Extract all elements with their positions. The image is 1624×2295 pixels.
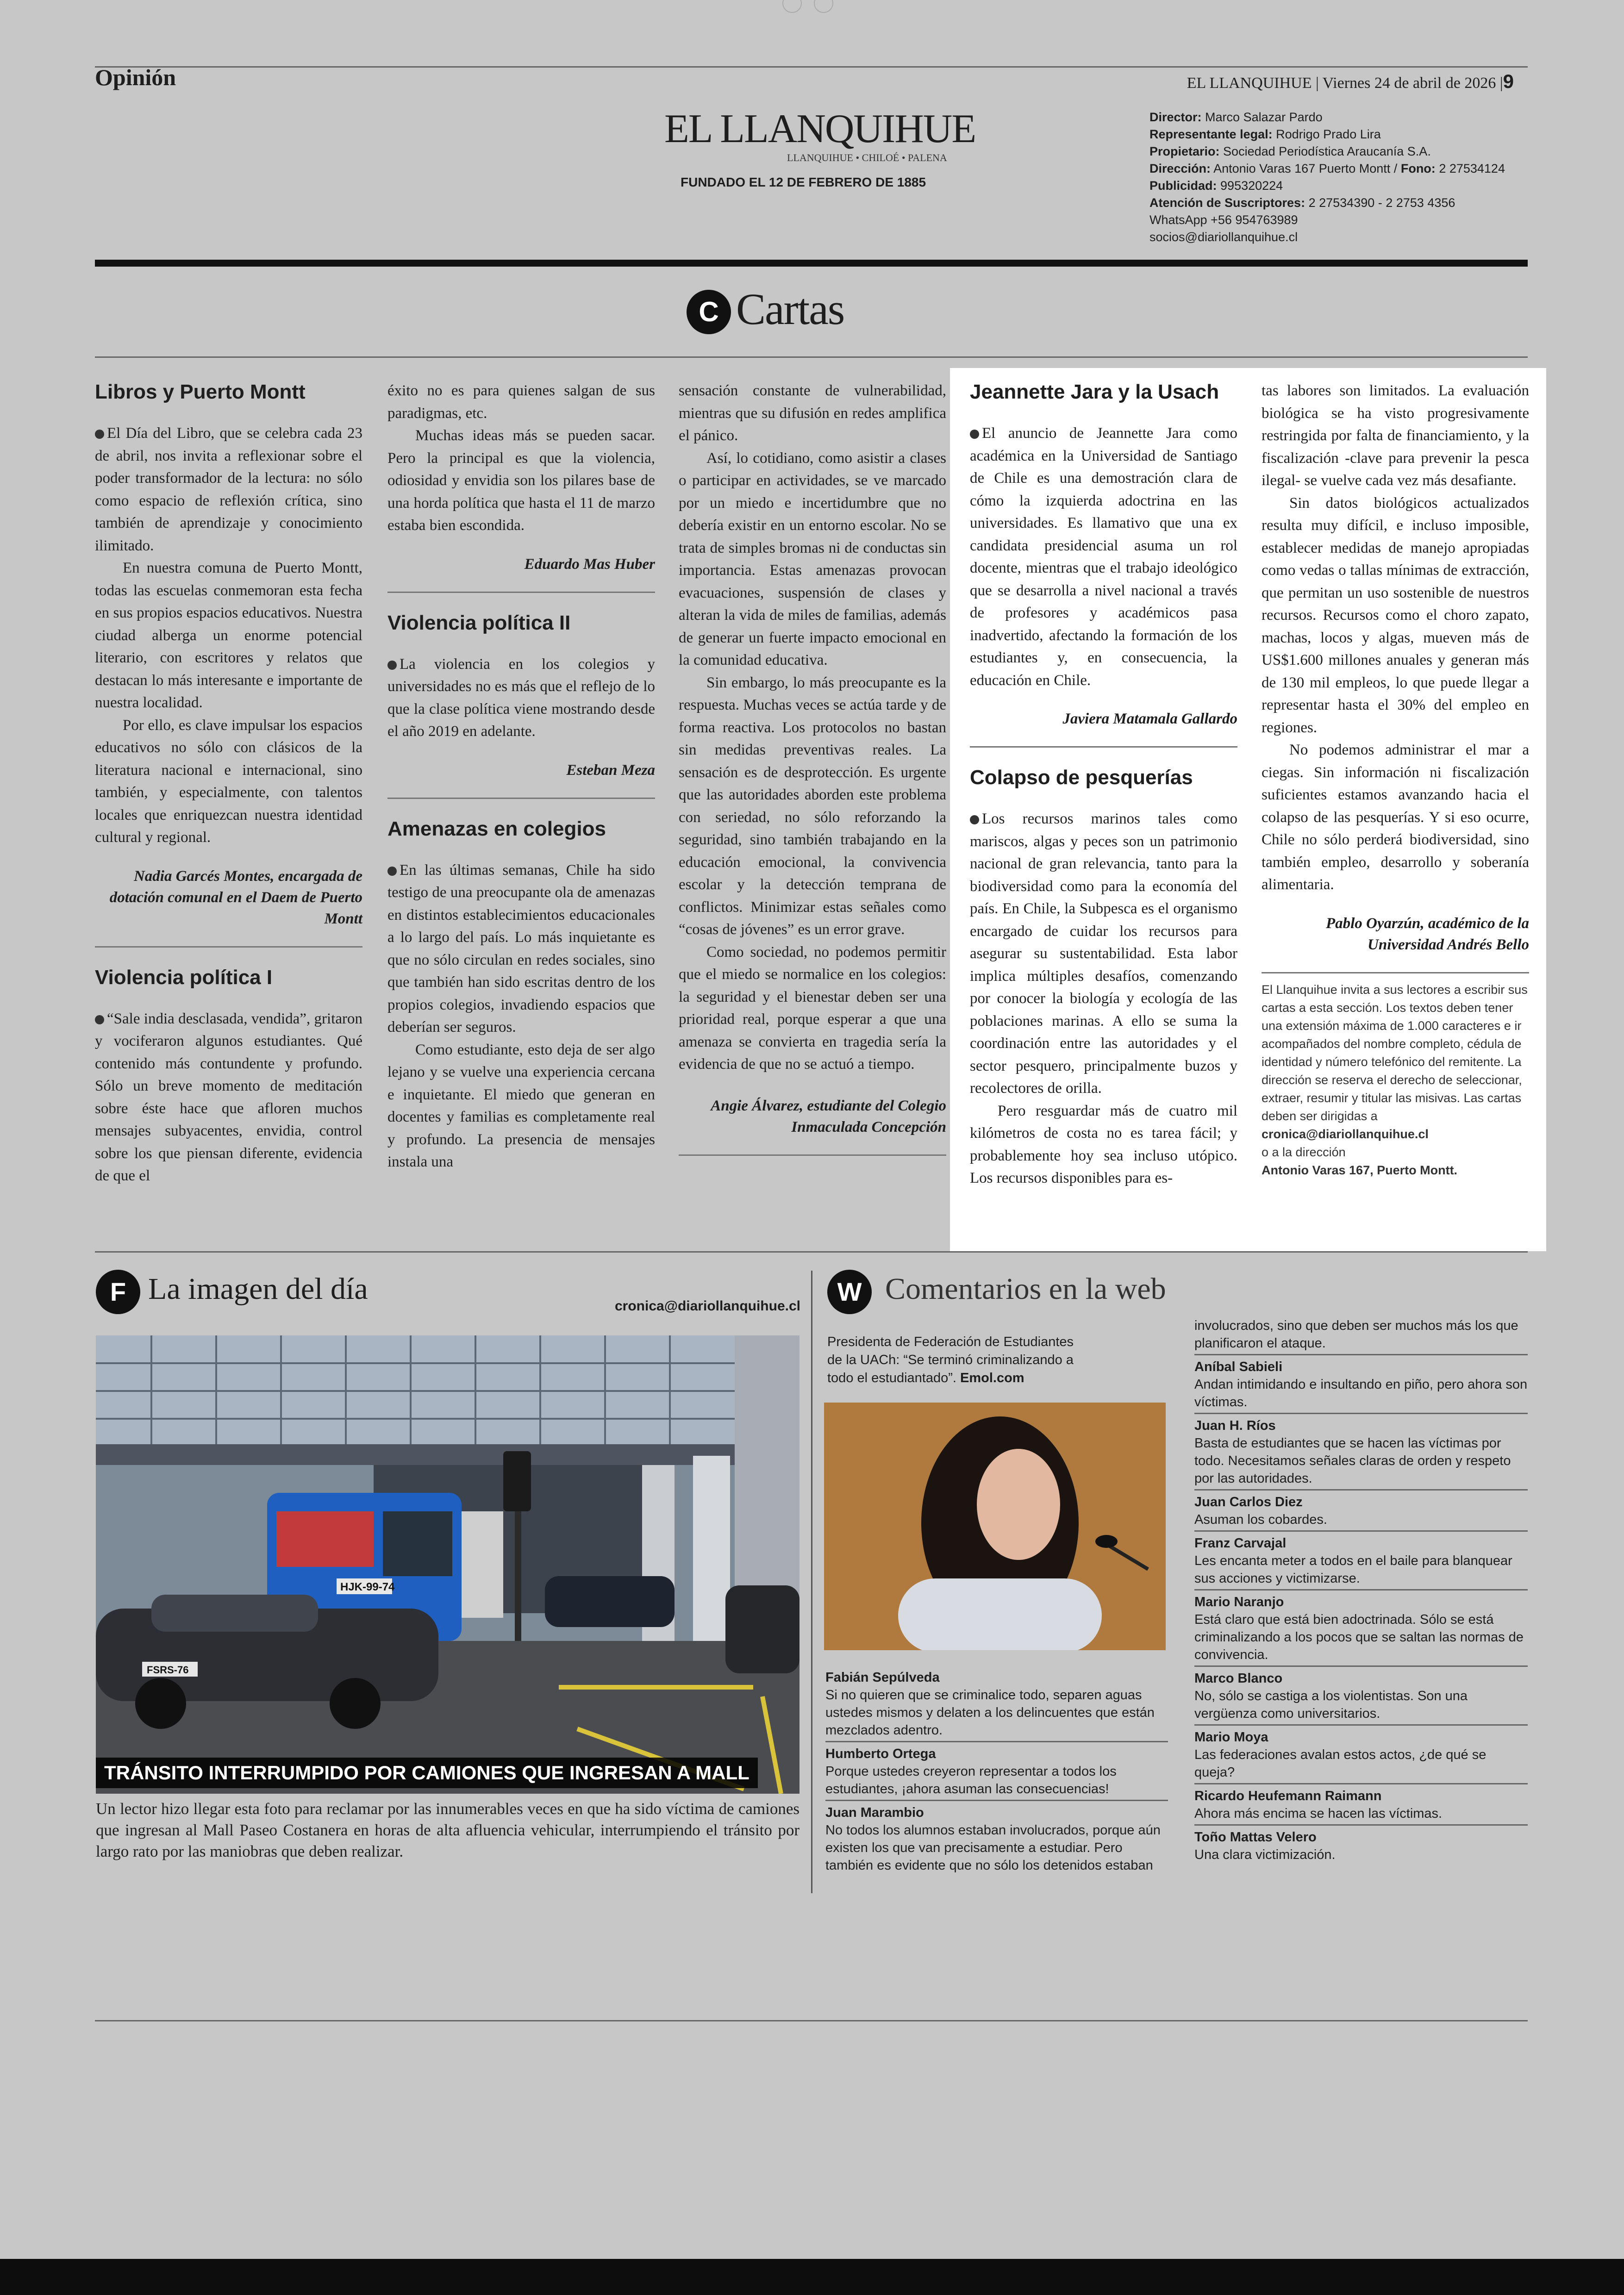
comment-author[interactable]: Ricardo Heufemann Raimann: [1194, 1789, 1382, 1803]
letter-title: Jeannette Jara y la Usach: [970, 380, 1219, 403]
imagen-title: La imagen del día: [148, 1272, 368, 1306]
letter-body: En las últimas semanas, Chile ha sido testigo de una preocupante ola de amenazas en distintos establecimientos educacionales a lo largo del país. Lo más inquietante es que no sólo circulan en redes sociales, sino que también han sido escritas dentro de los propios colegios, invadiendo espacios que deberían ser seguros.: [387, 861, 655, 1035]
shirt: [898, 1578, 1102, 1650]
comment-text: No todos los alumnos estaban involucrados, porque aún existen los que van precisamente a estudiar. Pero también es evidente que no sólo los detenidos estaban: [825, 1823, 1161, 1873]
comment-author[interactable]: Fabián Sepúlveda: [825, 1670, 940, 1685]
comment-text: Basta de estudiantes que se hacen las víctimas por todo. Necesitamos señales claras de orden y respeto por las autoridades.: [1194, 1436, 1511, 1486]
comment-author[interactable]: Toño Mattas Velero: [1194, 1830, 1317, 1845]
comment-text: Andan intimidando e insultando en piño, pero ahora son víctimas.: [1194, 1377, 1528, 1409]
comment-item: [1194, 1417, 1528, 1487]
photo-of-the-day: [96, 1335, 800, 1794]
letter-signature: Nadia Garcés Montes, encargada de dotación comunal en el Daem de Puerto Montt: [109, 867, 362, 927]
taxi-window: [151, 1595, 318, 1632]
imagen-icon: F: [96, 1270, 140, 1314]
comment-author[interactable]: Humberto Ortega: [825, 1746, 936, 1761]
mall-column: [693, 1456, 730, 1669]
comment-item: [1194, 1787, 1528, 1822]
comments-left: [825, 1669, 1168, 1874]
bullet-icon: [970, 430, 979, 439]
note-text: El Llanquihue invita a sus lectores a escribir sus cartas a esta sección. Los textos deben tener una extensión máxima de 1.000 caracteres e ir acompañados del nombre completo, cédula de identidad y número telefónico del remitente. La dirección se reserva el derecho de seleccionar, extraer, resumir y titular las misivas. Las cartas deben ser dirigidas a: [1262, 982, 1528, 1123]
credit-director: Director: Marco Salazar Pardo: [1149, 110, 1323, 124]
top-rule: [95, 66, 1528, 68]
cartas-col-1: [95, 380, 362, 1187]
letter-body: Así, lo cotidiano, como asistir a clases o participar en actividades, se ve marcado por un miedo e incertidumbre que no debería existir en un entorno escolar. No se trata de simples bromas ni de conductas sin importancia. Estas amenazas provocan evacuaciones, suspensión de clases y alteran la vida de miles de familias, además de generar un fuerte impacto emocional en la comunidad educativa.: [679, 449, 946, 668]
letter-body: Como sociedad, no podemos permitir que el miedo se normalice en los colegios: la seguridad y el bienestar deben ser una prioridad real, porque esperar a que una amenaza se convierta en tragedia sería la evidencia de que no se actuó a tiempo.: [679, 943, 946, 1073]
comment-text: Asuman los cobardes.: [1194, 1512, 1327, 1527]
comment-text: Una clara victimización.: [1194, 1847, 1336, 1862]
bullet-icon: [387, 661, 397, 670]
comment-photo: [824, 1403, 1166, 1650]
letter-title: Colapso de pesquerías: [970, 766, 1193, 789]
credits-box: [1149, 109, 1529, 246]
masthead-sub: LLANQUIHUE • CHILOÉ • PALENA: [787, 152, 947, 163]
comment-author[interactable]: Mario Naranjo: [1194, 1595, 1284, 1609]
section-name: Opinión: [95, 64, 176, 90]
prev-page-icon[interactable]: [782, 0, 802, 13]
comment-divider: [1194, 1589, 1528, 1590]
comment-item: [825, 1804, 1168, 1874]
letter-divider: [95, 946, 362, 948]
comment-author[interactable]: Juan H. Ríos: [1194, 1418, 1276, 1433]
letter-body: Pero resguardar más de cuatro mil kilómetros de costa no es tarea fácil; y probablemente hoy sea incluso utópico. Los recursos disponibles para es-: [970, 1102, 1237, 1186]
submission-note: [1262, 981, 1529, 1179]
letter-divider: [387, 798, 655, 799]
credit-legal: Representante legal: Rodrigo Prado Lira: [1149, 127, 1381, 141]
bottom-rule: [95, 2020, 1528, 2021]
section-rule: [95, 1251, 1528, 1253]
letter-body: sensación constante de vulnerabilidad, mientras que su difusión en redes amplifica el pánico.: [679, 382, 946, 444]
letter-divider: [1262, 972, 1529, 973]
letter-divider: [970, 746, 1237, 748]
letter-body: En nuestra comuna de Puerto Montt, todas las escuelas conmemoran esta fecha en sus propios espacios educativos. Nuestra ciudad alberga un enorme potencial literario, con escritores y relatos que destacan lo más interesante e importante de nuestra localidad.: [95, 560, 362, 711]
page-nav[interactable]: [782, 0, 843, 14]
comment-text: Porque ustedes creyeron representar a todos los estudiantes, ¡ahora asuman las consecuencias!: [825, 1764, 1117, 1796]
bus-ad: [276, 1511, 374, 1567]
comment-divider: [1194, 1665, 1528, 1667]
letter-body: tas labores son limitados. La evaluación biológica se ha visto progresivamente restringida por falta de financiamiento, y la fiscalización -clave para prevenir la pesca ilegal- se vuelve cada vez más desafiante.: [1262, 382, 1529, 489]
credit-email[interactable]: socios@diariollanquihue.cl: [1149, 230, 1298, 244]
credit-subs: Atención de Suscriptores: 2 27534390 - 2 2753 4356: [1149, 196, 1455, 210]
letter-divider: [387, 592, 655, 593]
right-car: [725, 1585, 800, 1673]
letter-title: Violencia política I: [95, 966, 273, 989]
car-plate: FSRS-76: [147, 1664, 189, 1676]
cartas-col-3: [679, 380, 946, 1173]
letter-signature: Javiera Matamala Gallardo: [1062, 711, 1237, 727]
comment-item: [825, 1669, 1168, 1739]
canopy-beam: [96, 1444, 758, 1465]
next-page-icon[interactable]: [814, 0, 833, 13]
imagen-email[interactable]: cronica@diariollanquihue.cl: [615, 1298, 801, 1314]
comment-divider: [1194, 1824, 1528, 1826]
letter-body: La violencia en los colegios y universidades no es más que el reflejo de lo que la clase política viene mostrando desde el año 2019 en adelante.: [387, 655, 655, 740]
comment-text: Les encanta meter a todos en el baile para blanquear sus acciones y victimizarse.: [1194, 1553, 1512, 1586]
comment-item: [1194, 1534, 1528, 1587]
speaker-portrait: [824, 1403, 1166, 1650]
letter-signature: Esteban Meza: [566, 761, 655, 779]
comment-author[interactable]: Franz Carvajal: [1194, 1536, 1287, 1551]
bullet-icon: [970, 815, 979, 824]
page-number: 9: [1503, 70, 1514, 92]
comment-divider: [1194, 1530, 1528, 1532]
cartas-title: Cartas: [736, 284, 844, 334]
letter-body: El Día del Libro, que se celebra cada 23 de abril, nos invita a reflexionar sobre el poder transformador de la lectura: no sólo como espacio de reflexión crítica, sino también de aprendizaje y conocimiento ilimitado.: [95, 425, 362, 554]
cartas-icon: C: [687, 290, 731, 334]
comment-author[interactable]: Mario Moya: [1194, 1730, 1268, 1745]
lead-text: Presidenta de Federación de Estudiantes de la UACh: “Se terminó criminalizando a todo el estudiantado”.: [827, 1335, 1074, 1385]
letter-signature: Angie Álvarez, estudiante del Colegio Inmaculada Concepción: [711, 1097, 946, 1135]
letter-body: Por ello, es clave impulsar los espacios educativos no sólo con clásicos de la literatura nacional e internacional, sino también, y especialmente, con talentos locales que enriquezcan nuestra identidad cultural y regional.: [95, 717, 362, 846]
cartas-col-2: [387, 380, 655, 1173]
cartas-col-5: [1262, 380, 1529, 1179]
comment-divider: [1194, 1489, 1528, 1491]
comment-author[interactable]: Aníbal Sabieli: [1194, 1360, 1283, 1374]
bullet-icon: [387, 867, 397, 876]
letter-body: Los recursos marinos tales como mariscos, algas y peces son un patrimonio nacional de gran relevancia, tanto para la biodiversidad como para la economía del país. En Chile, la Subpesca es el organismo encargado de cuidar los recursos para asegurar su sustentabilidad. Esta labor implica múltiples desafíos, comenzando por conocer la biología y ecología de las poblaciones marinas. A ello se suma la coordinación entre las autoridades y el sector pesquero, principalmente buzos y recolectores de orilla.: [970, 811, 1237, 1097]
founded-line: FUNDADO EL 12 DE FEBRERO DE 1885: [681, 175, 926, 189]
comment-lead: [827, 1333, 1087, 1387]
cartas-rule: [95, 356, 1528, 358]
comment-text: Está claro que está bien adoctrinada. Sólo se está criminalizando a los pocos que se saltan las normas de convivencia.: [1194, 1612, 1524, 1662]
letter-body: El anuncio de Jeannette Jara como académica en la Universidad de Santiago de Chile es una demostración clara de cómo la izquierda adoctrina en las universidades. Es llamativo que una ex candidata presidencial asuma un rol docente, mientras que el trabajo ideológico que se desarrolla a nivel nacional a través de profesores y académicos pasa inadvertido, afectando la formación de los estudiantes y, en consecuencia, la educación en Chile.: [970, 425, 1237, 689]
comment-divider: [1194, 1724, 1528, 1726]
letter-title: Amenazas en colegios: [387, 817, 606, 840]
vertical-divider: [811, 1271, 812, 1893]
letter-body: “Sale india desclasada, vendida”, gritaron y vociferaron algunos estudiantes. Qué contenido más contundente y profundo. Sólo un breve momento de meditación sobre éste hace que afloren muchos mensajes subyacentes, envidia, control sobre los que piensan diferente, evidencia de que el: [95, 1010, 362, 1184]
comment-item: [1194, 1358, 1528, 1411]
comment-author[interactable]: Marco Blanco: [1194, 1671, 1283, 1686]
comment-item: [825, 1745, 1168, 1798]
comments-right: [1194, 1317, 1528, 1864]
traffic-light: [503, 1451, 531, 1511]
masthead: EL LLANQUIHUE: [664, 106, 976, 151]
letter-title: Violencia política II: [387, 611, 571, 634]
credit-owner: Propietario: Sociedad Periodística Araucanía S.A.: [1149, 144, 1431, 158]
comment-text: Ahora más encima se hacen las víctimas.: [1194, 1806, 1443, 1821]
comment-text: Las federaciones avalan estos actos, ¿de qué se queja?: [1194, 1747, 1487, 1780]
taxi-wheel: [330, 1678, 381, 1729]
cartas-col-4: [970, 380, 1237, 1190]
comment-item: [1194, 1593, 1528, 1664]
comment-divider: [1194, 1413, 1528, 1414]
credit-whatsapp: WhatsApp +56 954763989: [1149, 213, 1298, 227]
comentarios-title: Comentarios en la web: [885, 1272, 1166, 1306]
letter-body: Sin embargo, lo más preocupante es la respuesta. Muchas veces se actúa tarde y de forma reactiva. Los protocolos no bastan sin medidas preventivas reales. La sensación es de desprotección. Es urgente que las autoridades aborden este problema con seriedad, no sólo reforzando la seguridad, sino también trabajando en la educación emocional, la convivencia escolar y la detección temprana de conflictos. Minimizar estas señales como “cosas de jóvenes” es un error grave.: [679, 674, 946, 938]
letter-body: Sin datos biológicos actualizados resulta muy difícil, e incluso imposible, establecer medidas de manejo apropiadas como vedas o tallas mínimas de extracción, que permitan un uso sostenible de nuestros recursos. Recursos como el choro zapato, machas, locos y algas, mueven más de US$1.600 millones anuales y generan más de 130 mil empleos, lo que puede llegar a representar hasta el 30% del empleo en regiones.: [1262, 494, 1529, 736]
comment-divider: [1194, 1354, 1528, 1355]
credit-address: Dirección: Antonio Varas 167 Puerto Montt / Fono: 2 27534124: [1149, 162, 1505, 175]
suv: [545, 1576, 675, 1627]
bullet-icon: [95, 430, 104, 439]
note-or: o a la dirección: [1262, 1145, 1346, 1159]
letter-signature: Pablo Oyarzún, académico de la Universidad Andrés Bello: [1325, 915, 1529, 953]
letter-divider: [679, 1154, 946, 1156]
street-scene-illustration: [96, 1335, 800, 1794]
dateline-text: EL LLANQUIHUE | Viernes 24 de abril de 2026 |: [1187, 75, 1503, 92]
comentarios-icon: W: [827, 1270, 872, 1314]
comment-text: Si no quieren que se criminalice todo, separen aguas ustedes mismos y delaten a los delincuentes que están mezclados adentro.: [825, 1688, 1155, 1738]
comment-divider: [825, 1800, 1168, 1801]
letter-title: Libros y Puerto Montt: [95, 380, 306, 403]
microphone: [1095, 1535, 1118, 1548]
dateline: [1187, 70, 1514, 93]
face: [977, 1449, 1060, 1560]
comment-divider: [1194, 1783, 1528, 1784]
credit-ads: Publicidad: 995320224: [1149, 179, 1283, 193]
bus-plate: HJK-99-74: [340, 1581, 395, 1593]
mall-column: [642, 1465, 675, 1659]
photo-caption: Un lector hizo llegar esta foto para reclamar por las innumerables veces en que ha sido víctima de camiones que ingresan al Mall Paseo Costanera en horas de alta afluencia vehicular, interrumpiendo el tránsito por largo rato por las maniobras que deben realizar.: [96, 1800, 800, 1860]
bus-windshield: [383, 1511, 452, 1576]
letter-body: No podemos administrar el mar a ciegas. Sin información ni fiscalización suficientes estamos avanzando hacia el colapso de las pesquerías. Y si eso ocurre, Chile no sólo perderá biodiversidad, sino también empleo, desarrollo y soberanía alimentaria.: [1262, 742, 1529, 893]
comment-continuation: involucrados, sino que deben ser muchos más los que planificaron el ataque.: [1194, 1318, 1518, 1351]
comment-item: [1194, 1828, 1528, 1864]
letter-body: éxito no es para quienes salgan de sus paradigmas, etc.: [387, 382, 655, 422]
comment-author[interactable]: Juan Marambio: [825, 1805, 924, 1820]
comment-item: [1194, 1670, 1528, 1722]
letter-signature: Eduardo Mas Huber: [524, 555, 655, 573]
note-email[interactable]: cronica@diariollanquihue.cl: [1262, 1127, 1429, 1141]
taxi-wheel: [135, 1678, 186, 1729]
thick-rule: [95, 260, 1528, 267]
comment-item: [1194, 1493, 1528, 1528]
comment-text: No, sólo se castiga a los violentistas. Son una vergüenza como universitarios.: [1194, 1689, 1468, 1721]
letter-body: Como estudiante, esto deja de ser algo lejano y se vuelve una experiencia cercana e inquietante. El miedo que generan en docentes y familias es completamente real y profundo. La presencia de mensajes instala una: [387, 1041, 655, 1170]
comment-divider: [825, 1741, 1168, 1742]
note-address: Antonio Varas 167, Puerto Montt.: [1262, 1163, 1458, 1177]
bullet-icon: [95, 1015, 104, 1024]
comment-author[interactable]: Juan Carlos Diez: [1194, 1495, 1303, 1509]
comment-item: [1194, 1728, 1528, 1781]
lead-source[interactable]: Emol.com: [960, 1371, 1024, 1385]
letter-body: Muchas ideas más se pueden sacar. Pero la principal es que la violencia, odiosidad y envidia son los pilares base de una horda política que hasta el 11 de marzo estaba bien escondida.: [387, 427, 655, 534]
photo-caption-title: TRÁNSITO INTERRUMPIDO POR CAMIONES QUE INGRESAN A MALL: [96, 1758, 758, 1788]
bottom-bar: [0, 2259, 1624, 2295]
